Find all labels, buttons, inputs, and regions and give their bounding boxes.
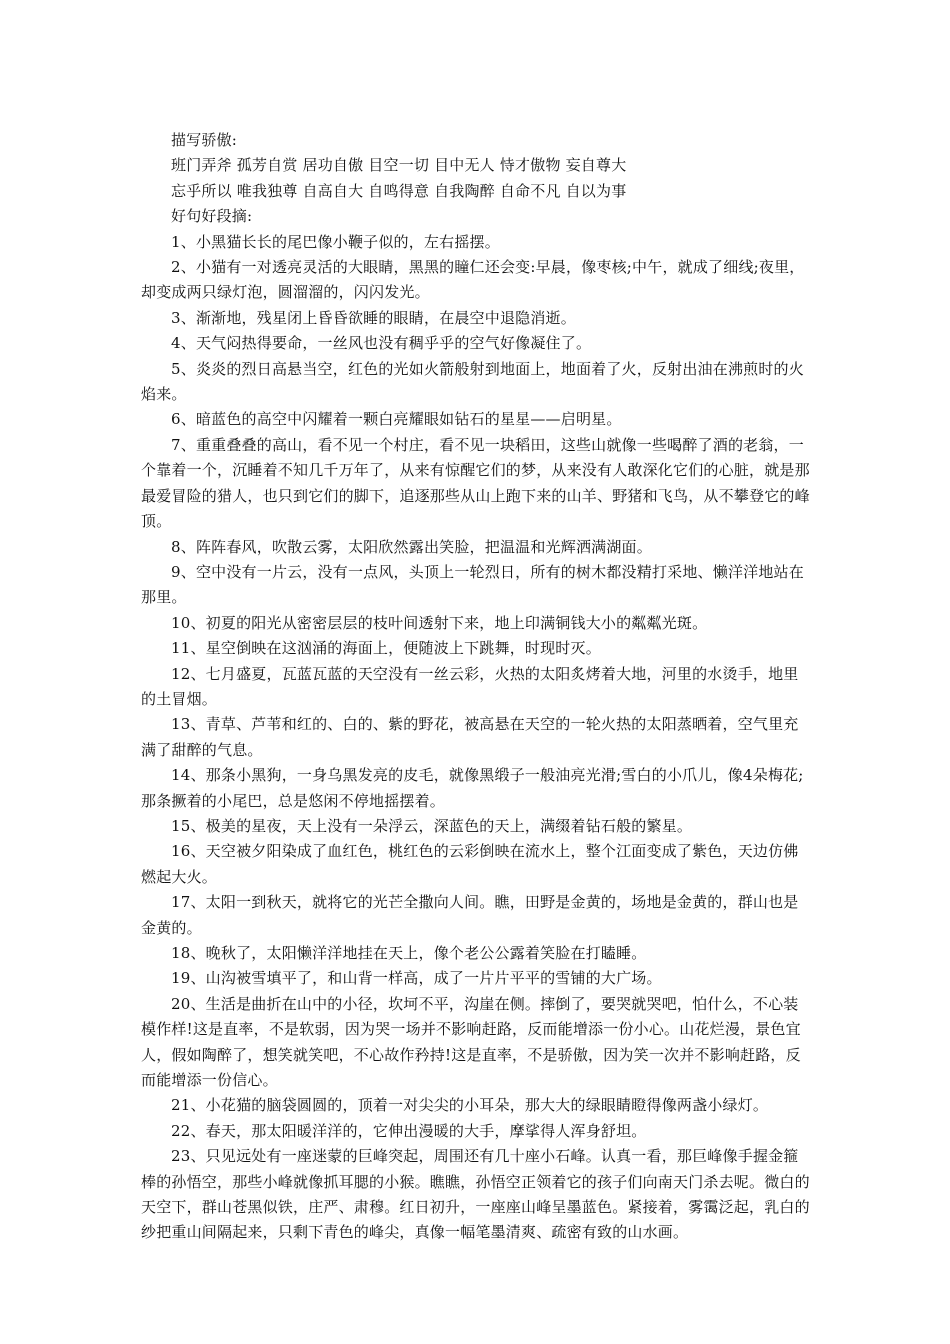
sentences-title: 好句好段摘: xyxy=(171,207,253,226)
sentence-paragraph: 15、极美的星夜，天上没有一朵浮云，深蓝色的天上，满缀着钻石般的繁星。 xyxy=(171,816,693,835)
sentence-paragraph: 5、炎炎的烈日高悬当空，红色的光如火箭般射到地面上，地面着了火，反射出油在沸煎时的火焰来。 xyxy=(141,359,804,404)
sentence-paragraph: 4、天气闷热得要命，一丝风也没有稠乎乎的空气好像凝住了。 xyxy=(171,334,592,353)
idiom-line-2: 忘乎所以 唯我独尊 自高自大 自鸣得意 自我陶醉 自命不凡 自以为事 xyxy=(171,181,627,200)
sentence-paragraph: 11、星空倒映在这汹涌的海面上，便随波上下跳舞，时现时灭。 xyxy=(171,639,601,658)
sentence-paragraph: 6、暗蓝色的高空中闪耀着一颗白亮耀眼如钻石的星星——启明星。 xyxy=(171,410,622,429)
idiom-line-1: 班门弄斧 孤芳自赏 居功自傲 目空一切 目中无人 恃才傲物 妄自尊大 xyxy=(171,156,627,175)
sentence-paragraph: 17、太阳一到秋天，就将它的光芒全撒向人间。瞧，田野是金黄的，场地是金黄的，群山也是金黄的。 xyxy=(141,893,799,937)
sentence-paragraph: 8、阵阵春风，吹散云雾，太阳欣然露出笑脸，把温温和光辉洒满湖面。 xyxy=(171,537,652,556)
sentence-paragraph: 9、空中没有一片云，没有一点风，头顶上一轮烈日，所有的树木都没精打采地、懒洋洋地站在那里。 xyxy=(141,562,804,607)
sentence-paragraph: 10、初夏的阳光从密密层层的枝叶间透射下来，地上印满铜钱大小的粼粼光斑。 xyxy=(171,613,708,632)
sentence-paragraph: 19、山沟被雪填平了，和山背一样高，成了一片片平平的雪铺的大广场。 xyxy=(171,969,662,988)
sentence-paragraph: 13、青草、芦苇和红的、白的、紫的野花，被高悬在天空的一轮火热的太阳蒸晒着，空气里充满了甜醉的气息。 xyxy=(141,715,799,759)
document-body xyxy=(141,128,813,1246)
sentence-paragraph: 16、天空被夕阳染成了血红色，桃红色的云彩倒映在流水上，整个江面变成了紫色，天边仿佛燃起大火。 xyxy=(141,842,799,886)
sentence-paragraph: 20、生活是曲折在山中的小径，坎坷不平，沟崖在侧。摔倒了，要哭就哭吧，怕什么，不心装模作样!这是直率，不是软弱，因为哭一场并不影响赶路，反而能增添一份小心。山花烂漫，景色宜人，假如陶醉了，想笑就笑吧，不心故作矜持!这是直率，不是骄傲，因为笑一次并不影响赶路，反而能增添一份信心。 xyxy=(141,994,801,1090)
sentence-paragraph: 7、重重叠叠的高山，看不见一个村庄，看不见一块稻田，这些山就像一些喝醉了酒的老翁，一个靠着一个，沉睡着不知几千万年了，从来有惊醒它们的梦，从来没有人敢深化它们的心脏，就是那最爱冒险的猎人，也只到它们的脚下，追逐那些从山上跑下来的山羊、野猪和飞鸟，从不攀登它的峰顶。 xyxy=(141,435,810,531)
sentence-paragraph: 23、只见远处有一座迷蒙的巨峰突起，周围还有几十座小石峰。认真一看，那巨峰像手握金箍棒的孙悟空，那些小峰就像抓耳腮的小猴。瞧瞧，孙悟空正领着它的孩子们向南天门杀去呢。微白的天空下，群山苍黑似铁，庄严、肃穆。红日初升，一座座山峰呈墨蓝色。紧接着，雾霭泛起，乳白的纱把重山间隔起来，只剩下青色的峰尖，真像一幅笔墨清爽、疏密有致的山水画。 xyxy=(141,1147,810,1242)
sentence-paragraph: 12、七月盛夏，瓦蓝瓦蓝的天空没有一丝云彩，火热的太阳炙烤着大地，河里的水烫手，地里的土冒烟。 xyxy=(141,664,799,708)
section-title: 描写骄傲: xyxy=(171,131,238,149)
sentence-paragraph: 1、小黑猫长长的尾巴像小鞭子似的，左右摇摆。 xyxy=(171,232,500,251)
sentence-paragraph: 2、小猫有一对透亮灵活的大眼睛，黑黑的瞳仁还会变:早晨，像枣核;中午，就成了细线;夜里，却变成两只绿灯泡，圆溜溜的，闪闪发光。 xyxy=(141,258,805,302)
sentence-paragraph: 18、晚秋了，太阳懒洋洋地挂在天上，像个老公公露着笑脸在打瞌睡。 xyxy=(171,944,647,962)
sentence-paragraph: 21、小花猫的脑袋圆圆的，顶着一对尖尖的小耳朵，那大大的绿眼睛瞪得像两盏小绿灯。 xyxy=(171,1096,769,1115)
sentence-paragraph: 22、春天，那太阳暖洋洋的，它伸出漫暖的大手，摩挲得人浑身舒坦。 xyxy=(171,1121,647,1140)
sentence-paragraph: 3、渐渐地，残星闭上昏昏欲睡的眼睛，在晨空中退隐消逝。 xyxy=(171,308,576,327)
sentence-paragraph: 14、那条小黑狗，一身乌黑发亮的皮毛，就像黑缎子一般油亮光滑;雪白的小爪儿，像4朵梅花;那条撅着的小尾巴，总是悠闲不停地摇摆着。 xyxy=(141,766,804,810)
